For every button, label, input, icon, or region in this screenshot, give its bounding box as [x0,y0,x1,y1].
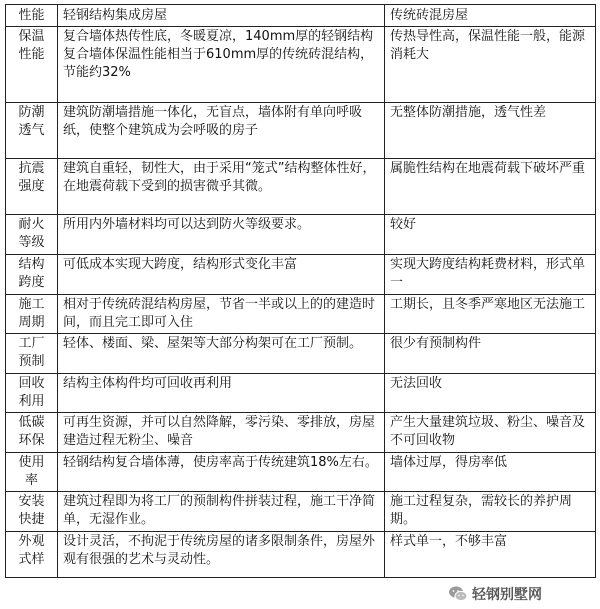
row-light-steel: 轻钢结构复合墙体薄，使房率高于传统建筑18%左右。 [58,453,385,492]
row-attribute: 安装 快捷 [6,492,58,532]
table-row [6,295,596,334]
table-row [6,255,596,295]
watermark [448,582,596,606]
table-row [6,492,596,532]
row-brick-concrete: 无法回收 [385,374,596,413]
table-row [6,453,596,492]
row-attribute: 保温 性能 [6,27,58,103]
watermark-text: 轻钢别墅网 [472,587,542,603]
row-brick-concrete: 墙体过厚，得房率低 [385,453,596,492]
row-brick-concrete: 样式单一，不够丰富 [385,532,596,578]
row-brick-concrete: 无整体防潮措施，透气性差 [385,103,596,159]
comparison-table [5,4,596,578]
row-light-steel: 相对于传统砖混结构房屋，节省一半或以上的的建造时间，而且完工即可入住 [58,295,385,334]
row-light-steel: 建筑防潮墙措施一体化，无盲点，墙体附有单向呼吸纸，使整个建筑成为会呼吸的房子 [58,103,385,159]
table-row [6,413,596,453]
row-attribute: 工厂 预制 [6,334,58,374]
row-brick-concrete: 较好 [385,215,596,255]
row-brick-concrete: 实现大跨度结构耗费材料，形式单一 [385,255,596,295]
row-light-steel: 复合墙体热传性底，冬暖夏凉，140mm厚的轻钢结构复合墙体保温性能相当于610mm厚的传统砖混结构，节能约32% [58,27,385,103]
header-attribute: 性能 [6,5,58,27]
row-attribute: 耐火 等级 [6,215,58,255]
row-brick-concrete: 产生大量建筑垃圾、粉尘、噪音及不可回收物 [385,413,596,453]
row-light-steel: 可低成本实现大跨度，结构形式变化丰富 [58,255,385,295]
row-attribute: 使用 率 [6,453,58,492]
row-light-steel: 轻体、楼面、梁、屋架等大部分构架可在工厂预制。 [58,334,385,374]
table-row [6,27,596,103]
table-row [6,103,596,159]
row-brick-concrete: 很少有预制构件 [385,334,596,374]
row-attribute: 防潮 透气 [6,103,58,159]
row-brick-concrete: 施工过程复杂，需较长的养护周期。 [385,492,596,532]
row-attribute: 回收 利用 [6,374,58,413]
row-light-steel: 设计灵活，不拘泥于传统房屋的诸多限制条件，房屋外观有很强的艺术与灵动性。 [58,532,385,578]
header-brick-concrete: 传统砖混房屋 [385,5,596,27]
wechat-icon [448,585,468,603]
table-row [6,334,596,374]
row-light-steel: 建筑自重轻，韧性大，由于采用“笼式”结构整体性好，在地震荷载下受到的损害微乎其微。 [58,159,385,215]
table-row [6,159,596,215]
row-attribute: 低碳 环保 [6,413,58,453]
header-light-steel: 轻钢结构集成房屋 [58,5,385,27]
row-attribute: 外观 式样 [6,532,58,578]
row-brick-concrete: 属脆性结构在地震荷载下破坏严重 [385,159,596,215]
row-light-steel: 可再生资源，并可以自然降解，零污染、零排放，房屋建造过程无粉尘、噪音 [58,413,385,453]
table-row [6,532,596,578]
row-attribute: 施工 周期 [6,295,58,334]
row-attribute: 抗震 强度 [6,159,58,215]
header-row [6,5,596,27]
row-brick-concrete: 工期长，且冬季严寒地区无法施工 [385,295,596,334]
table-row [6,215,596,255]
row-light-steel: 所用内外墙材料均可以达到防火等级要求。 [58,215,385,255]
row-light-steel: 结构主体构件均可回收再利用 [58,374,385,413]
row-brick-concrete: 传热导性高，保温性能一般，能源消耗大 [385,27,596,103]
table-row [6,374,596,413]
row-attribute: 结构 跨度 [6,255,58,295]
row-light-steel: 建筑过程即为将工厂的预制构件拼装过程，施工干净简单，无湿作业。 [58,492,385,532]
